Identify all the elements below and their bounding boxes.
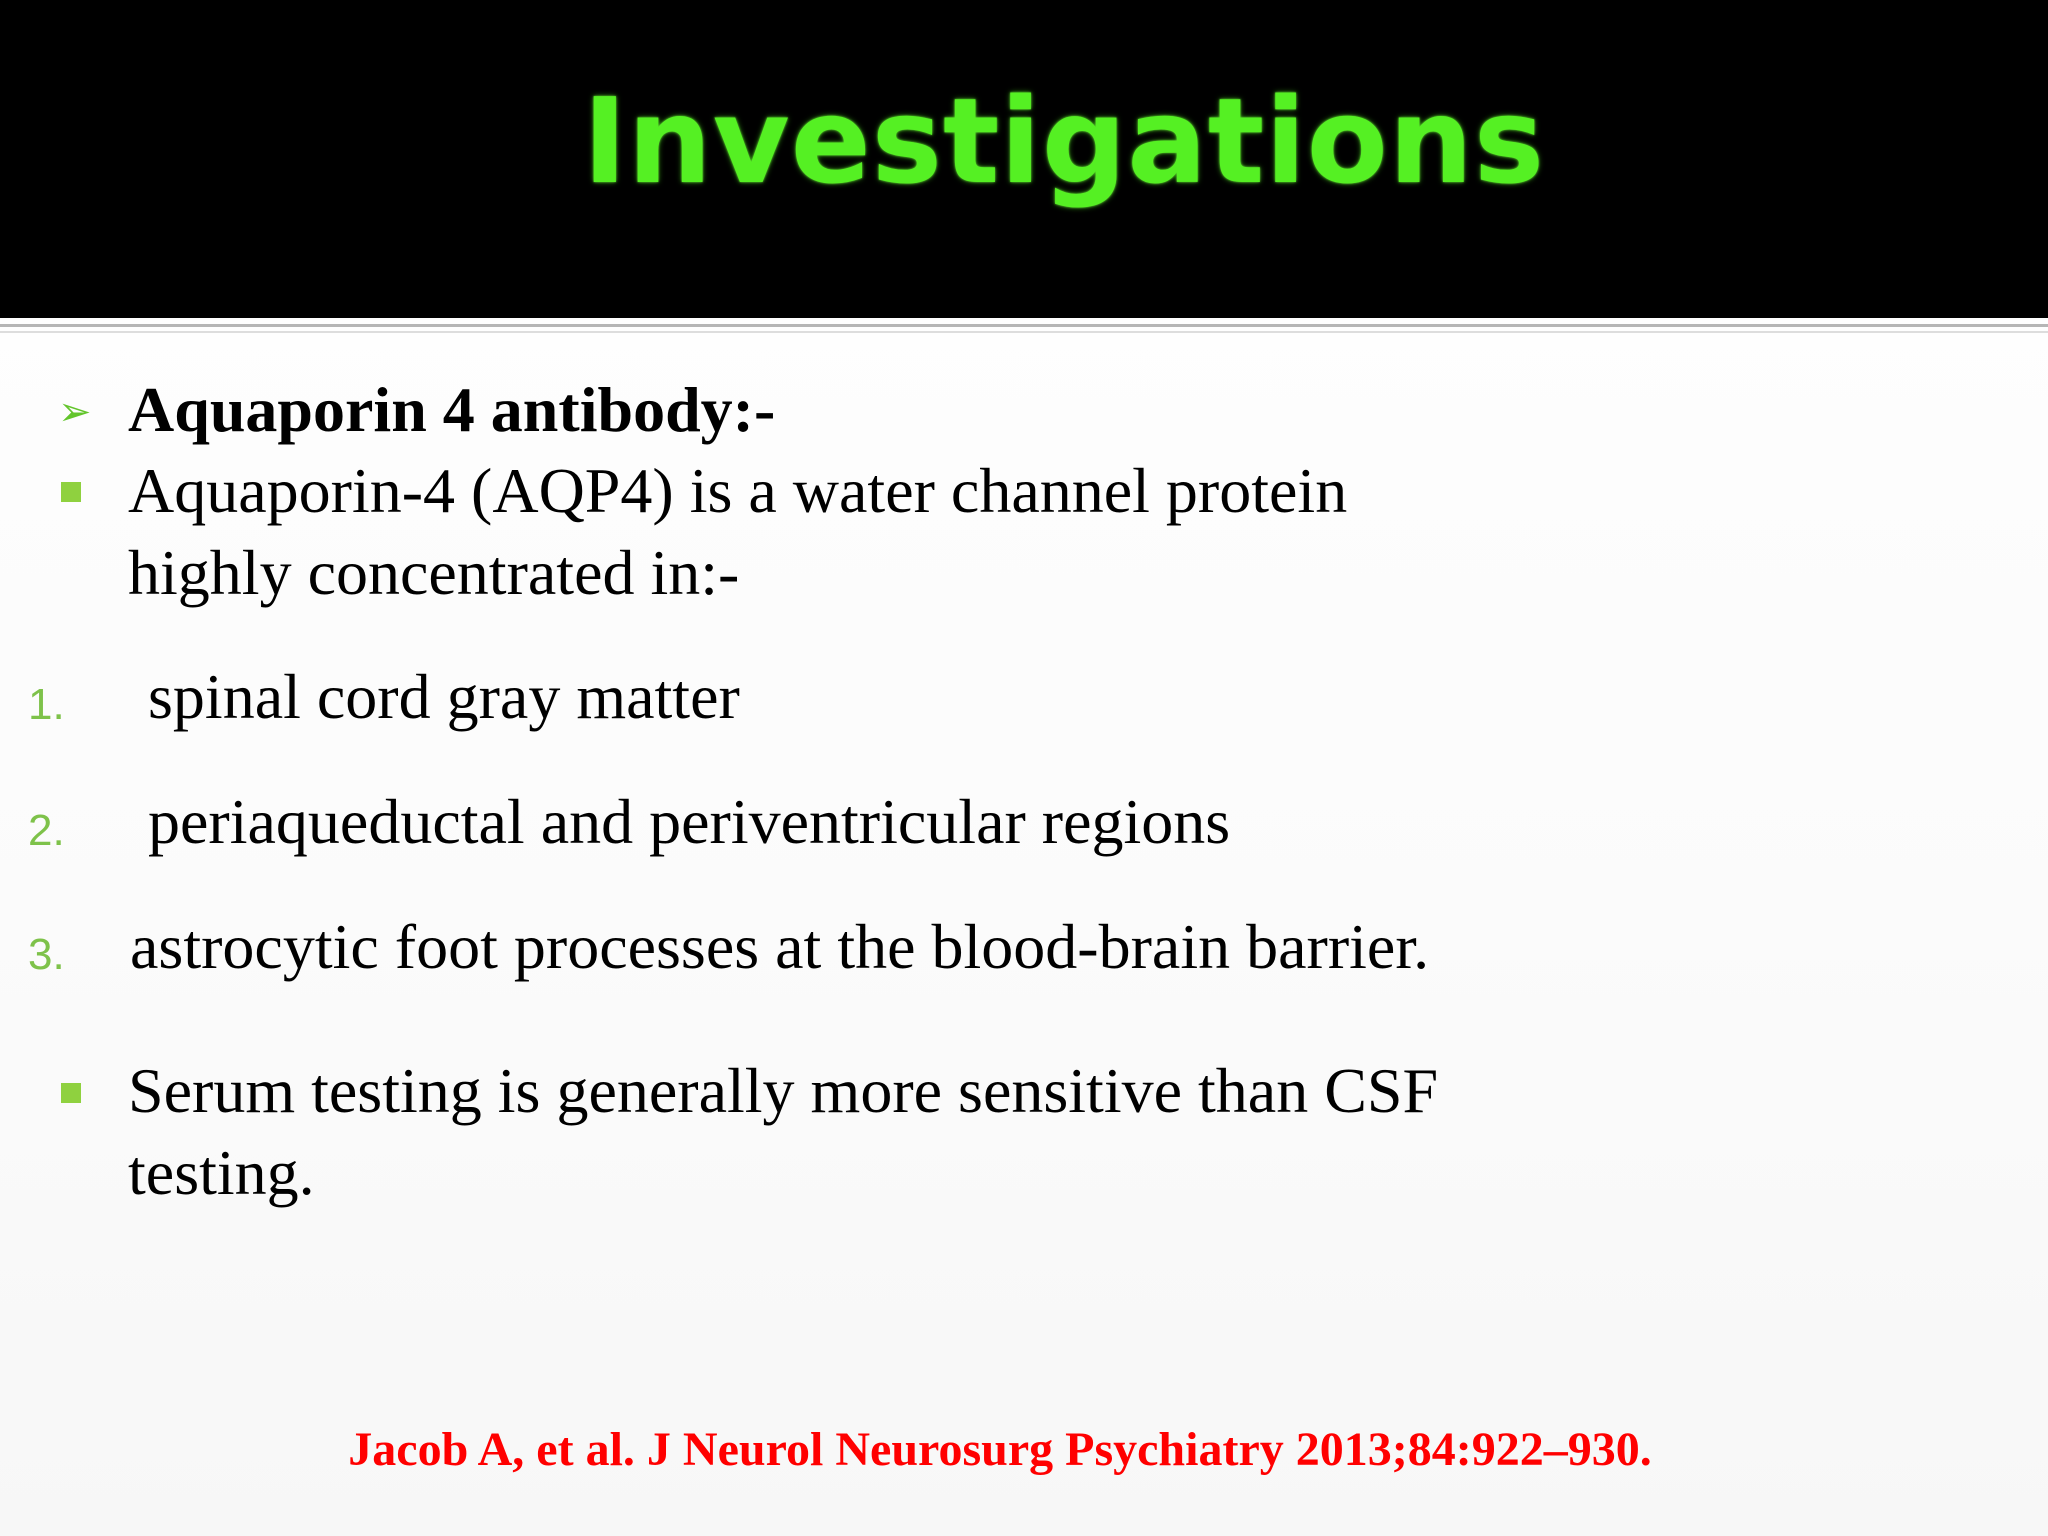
list-item-3: astrocytic foot processes at the blood-brain barrier. <box>130 911 1430 982</box>
bullet-2-line-2: testing. <box>128 1137 315 1208</box>
square-bullet-icon <box>61 1083 81 1103</box>
list-item-2: periaqueductal and periventricular regions <box>148 786 1231 857</box>
title-bar <box>0 0 2048 318</box>
square-bullet-icon <box>61 482 81 502</box>
list-number-3: 3. <box>28 930 65 979</box>
slide-title: Investigations <box>582 72 1546 210</box>
list-number-1: 1. <box>28 680 65 729</box>
section-heading: Aquaporin 4 antibody:- <box>128 374 776 445</box>
citation: Jacob A, et al. J Neurol Neurosurg Psychiatry 2013;84:922–930. <box>348 1423 1652 1476</box>
list-number-2: 2. <box>28 806 65 855</box>
bullet-1-line-2: highly concentrated in:- <box>128 537 740 608</box>
divider-line-secondary <box>0 331 2048 333</box>
arrow-right-icon: ➢ <box>58 389 92 435</box>
bullet-1-line-1: Aquaporin-4 (AQP4) is a water channel protein <box>128 455 1348 526</box>
bullet-2-line-1: Serum testing is generally more sensitive than CSF <box>128 1055 1439 1126</box>
list-item-1: spinal cord gray matter <box>148 661 740 732</box>
divider-line <box>0 324 2048 327</box>
